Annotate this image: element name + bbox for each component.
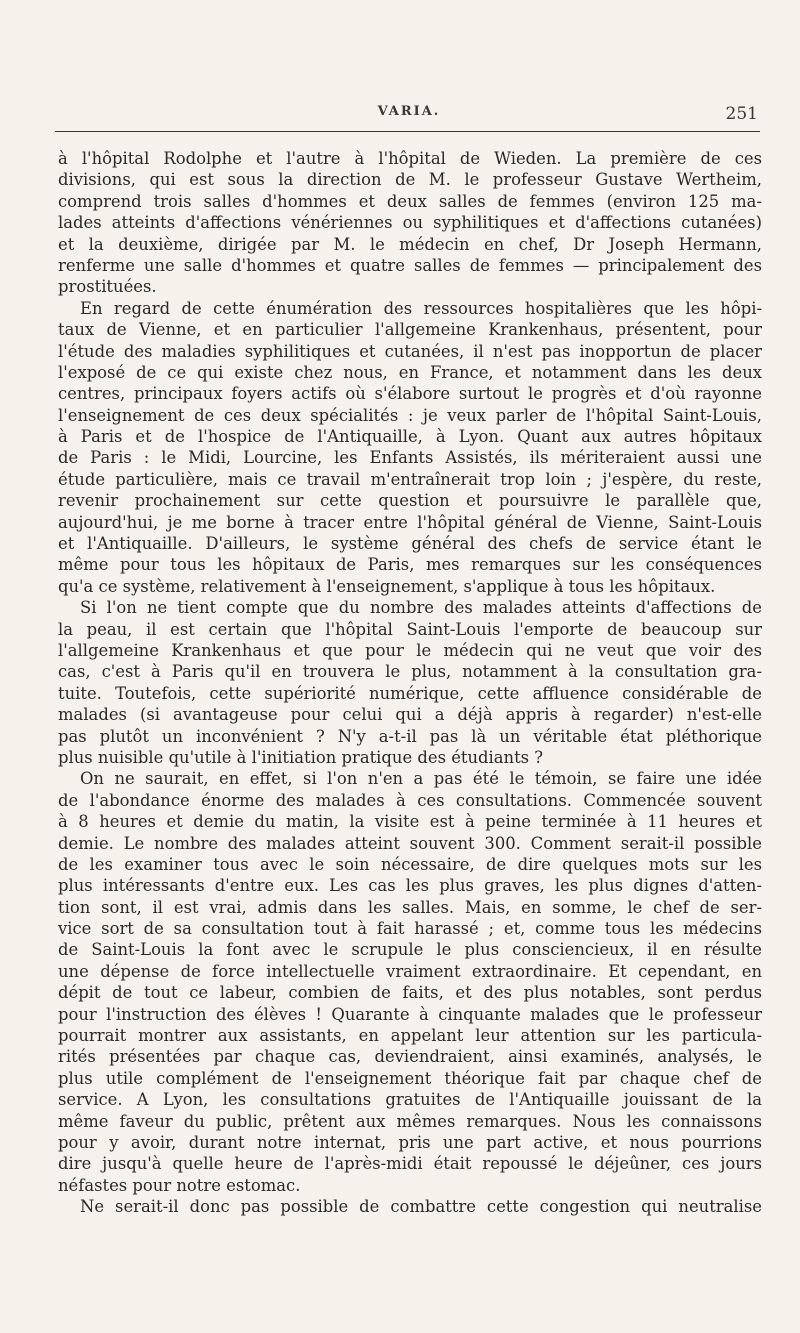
text-line: à 8 heures et demie du matin, la visite est à peine terminée à 11 heures et [58, 812, 762, 832]
text-line: service. A Lyon, les consultations gratuites de l'Antiquaille jouissant de la [58, 1090, 762, 1110]
text-line: de Saint-Louis la font avec le scrupule le plus consciencieux, il en résulte [58, 940, 762, 960]
text-line: prostituées. [58, 277, 157, 297]
text-line: néfastes pour notre estomac. [58, 1175, 301, 1195]
text-line: On ne saurait, en effet, si l'on n'en a pas été le témoin, se faire une idée [80, 769, 762, 789]
text-line: taux de Vienne, et en particulier l'allgemeine Krankenhaus, présentent, pour [58, 320, 762, 340]
text-line: cas, c'est à Paris qu'il en trouvera le plus, notamment à la consultation gra- [58, 662, 762, 682]
page-number: 251 [725, 104, 758, 124]
text-line: de les examiner tous avec le soin nécessaire, de dire quelques mots sur les [58, 854, 762, 874]
text-line: En regard de cette énumération des ressources hospitalières que les hôpi- [80, 298, 762, 318]
text-line: qu'a ce système, relativement à l'enseignement, s'applique à tous les hôpitaux. [58, 576, 716, 596]
text-line: dire jusqu'à quelle heure de l'après-midi était repoussé le déjeûner, ces jours [58, 1154, 762, 1174]
text-line: de l'abondance énorme des malades à ces consultations. Commencée souvent [58, 790, 762, 810]
text-line: Ne serait-il donc pas possible de combattre cette congestion qui neutralise [80, 1197, 762, 1217]
text-line: pourrait montrer aux assistants, en appelant leur attention sur les particula- [58, 1026, 762, 1046]
text-line: pour l'instruction des élèves ! Quarante à cinquante malades que le professeur [58, 1004, 762, 1024]
text-line: l'exposé de ce qui existe chez nous, en France, et notamment dans les deux [58, 362, 762, 382]
text-line: même pour tous les hôpitaux de Paris, mes remarques sur les conséquences [58, 555, 762, 575]
body-text [58, 148, 762, 1218]
text-line: étude particulière, mais ce travail m'entraînerait trop loin ; j'espère, du reste, [58, 469, 762, 489]
text-line: tuite. Toutefois, cette supériorité numérique, cette affluence considérable de [58, 683, 762, 703]
running-title: VARIA. [377, 104, 441, 119]
text-line: comprend trois salles d'hommes et deux salles de femmes (environ 125 ma- [58, 191, 762, 211]
text-line: vice sort de sa consultation tout à fait harassé ; et, comme tous les médecins [58, 919, 762, 939]
text-line: la peau, il est certain que l'hôpital Saint-Louis l'emporte de beaucoup sur [58, 619, 762, 639]
text-line: et l'Antiquaille. D'ailleurs, le système général des chefs de service étant le [58, 534, 762, 554]
text-line: l'allgemeine Krankenhaus et que pour le médecin qui ne veut que voir des [58, 640, 762, 660]
text-line: renferme une salle d'hommes et quatre salles de femmes — principalement des [58, 255, 762, 275]
header-rule [55, 131, 760, 132]
text-line: même faveur du public, prêtent aux mêmes remarques. Nous les connaissons [58, 1111, 762, 1131]
text-line: plus nuisible qu'utile à l'initiation pratique des étudiants ? [58, 747, 544, 767]
running-head [60, 104, 758, 126]
text-line: revenir prochainement sur cette question et poursuivre le parallèle que, [58, 491, 762, 511]
text-line: pas plutôt un inconvénient ? N'y a-t-il pas là un véritable état pléthorique [58, 726, 762, 746]
text-line: à Paris et de l'hospice de l'Antiquaille, à Lyon. Quant aux autres hôpitaux [58, 427, 762, 447]
text-line: dépit de tout ce labeur, combien de faits, et des plus notables, sont perdus [58, 983, 762, 1003]
text-line: et la deuxième, dirigée par M. le médecin en chef, Dr Joseph Hermann, [58, 234, 762, 254]
text-line: demie. Le nombre des malades atteint souvent 300. Comment serait-il possible [58, 833, 762, 853]
text-line: tion sont, il est vrai, admis dans les salles. Mais, en somme, le chef de ser- [58, 897, 762, 917]
text-line: l'enseignement de ces deux spécialités : je veux parler de l'hôpital Saint-Louis, [58, 405, 762, 425]
text-line: une dépense de force intellectuelle vraiment extraordinaire. Et cependant, en [58, 961, 762, 981]
text-line: à l'hôpital Rodolphe et l'autre à l'hôpital de Wieden. La première de ces [58, 149, 762, 168]
text-line: rités présentées par chaque cas, deviendraient, ainsi examinés, analysés, le [58, 1047, 762, 1067]
text-line: l'étude des maladies syphilitiques et cutanées, il n'est pas inopportun de placer [58, 341, 762, 361]
text-line: centres, principaux foyers actifs où s'élabore surtout le progrès et d'où rayonne [58, 384, 762, 404]
text-line: aujourd'hui, je me borne à tracer entre l'hôpital général de Vienne, Saint-Louis [58, 512, 762, 532]
text-line: lades atteints d'affections vénériennes ou syphilitiques et d'affections cutanées) [58, 213, 762, 233]
text-line: pour y avoir, durant notre internat, pris une part active, et nous pourrions [58, 1132, 762, 1152]
text-line: Si l'on ne tient compte que du nombre des malades atteints d'affections de [80, 598, 762, 618]
text-line: divisions, qui est sous la direction de M. le professeur Gustave Wertheim, [58, 170, 762, 190]
text-line: plus utile complément de l'enseignement théorique fait par chaque chef de [58, 1068, 762, 1088]
text-line: de Paris : le Midi, Lourcine, les Enfants Assistés, ils mériteraient aussi une [58, 448, 762, 468]
text-line: plus intéressants d'entre eux. Les cas les plus graves, les plus dignes d'atten- [58, 876, 762, 896]
text-line: malades (si avantageuse pour celui qui a déjà appris à regarder) n'est-elle [58, 705, 762, 725]
